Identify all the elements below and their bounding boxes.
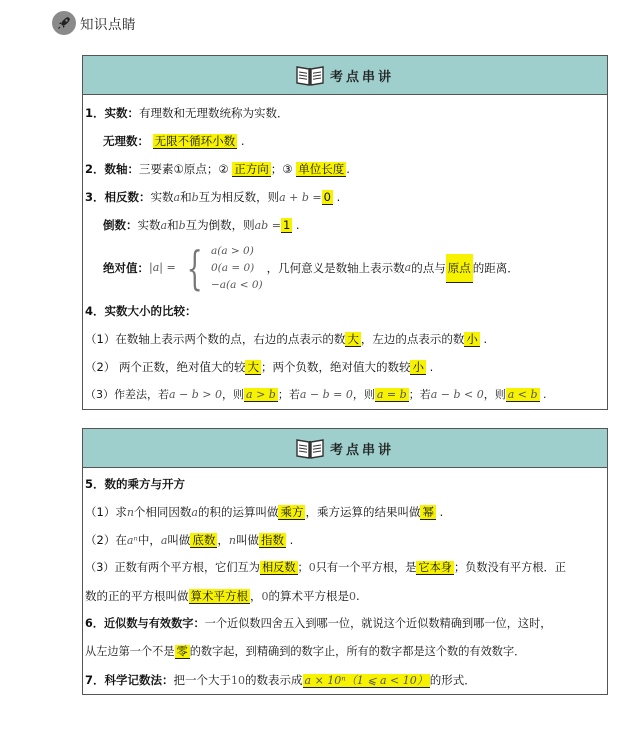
item-powers-1: （1）求n个相同因数a的积的运算叫做 乘方 ，乘方运算的结果叫做 幂 . xyxy=(85,505,444,519)
item-powers-heading: 5．数的乘方与开方 xyxy=(85,477,186,491)
item-opposite: 3．相反数：实数a和b互为相反数，则a + b = 0 . xyxy=(85,190,341,204)
answer-blank: a > b xyxy=(246,388,276,401)
item-scientific-notation: 7．科学记数法：把一个大于10的数表示成 a × 10ⁿ（1 ⩽ a < 10） 的形式． xyxy=(85,673,476,687)
rocket-icon xyxy=(52,11,76,35)
item-real-numbers: 1．实数：有理数和无理数统称为实数． xyxy=(85,106,289,120)
answer-blank: 正方向 xyxy=(234,162,269,176)
answer-blank: 小 xyxy=(466,332,478,346)
book-icon xyxy=(296,437,324,459)
answer-blank: 1 xyxy=(282,218,291,232)
answer-blank: 底数 xyxy=(192,533,216,547)
panel-header xyxy=(83,56,607,95)
section-header xyxy=(52,10,136,36)
item-powers-3: （3）正数有两个平方根，它们互为 相反数 ；0只有一个平方根，是 它本身 ；负数没有平方根．正 xyxy=(85,561,566,574)
piecewise-brace: { a(a > 0) 0(a = 0) −a(a < 0) xyxy=(186,241,263,295)
panel-title: 考点串讲 xyxy=(329,442,394,458)
answer-blank: a = b xyxy=(376,388,407,401)
item-approx: 6．近似数与有效数字：一个近似数四舍五入到哪一位，就说这个近似数精确到哪一位，这时， xyxy=(85,617,552,630)
header-title: 知识点睛 xyxy=(80,17,136,33)
answer-blank: 乘方 xyxy=(280,505,304,519)
item-compare-2: （2） 两个正数，绝对值大的较 大 ；两个负数，绝对值大的数较 小 . xyxy=(85,360,434,374)
item-approx-cont: 从左边第一个不是 零 的数字起，到精确到的数字止，所有的数字都是这个数的有效数字． xyxy=(85,645,526,658)
item-irrational: 无理数： 无限不循环小数 . xyxy=(103,134,245,148)
answer-blank: 幂 xyxy=(422,505,434,519)
answer-blank: 算术平方根 xyxy=(190,589,248,603)
item-absolute-value: 绝对值： |a| = { a(a > 0) 0(a = 0) −a(a < 0) ，几何意义是数轴上表示数 a 的点与 原点 的距离． xyxy=(103,241,519,295)
answer-blank: 小 xyxy=(412,360,424,374)
answer-blank: 无限不循环小数 xyxy=(154,134,236,148)
answer-blank: 大 xyxy=(347,332,359,346)
answer-blank: 相反数 xyxy=(261,561,296,574)
answer-blank: 指数 xyxy=(261,533,285,547)
item-compare-3: （3）作差法，若a − b > 0，则 a > b ；若a − b = 0，则 a = b ；若a − b < 0，则 a < b . xyxy=(85,388,547,401)
answer-blank: 零 xyxy=(176,645,188,658)
item-powers-2: （2）在aⁿ中，a叫做 底数 ，n叫做 指数 . xyxy=(85,533,294,547)
item-number-line: 2．数轴：三要素①原点；② 正方向 ；③ 单位长度 . xyxy=(85,162,350,176)
panel-key-points-2 xyxy=(82,428,608,695)
answer-blank: a × 10ⁿ（1 ⩽ a < 10） xyxy=(304,674,428,687)
panel-header xyxy=(83,429,607,468)
answer-blank: 单位长度 xyxy=(298,162,345,176)
answer-blank: a < b xyxy=(507,388,538,401)
answer-blank: 大 xyxy=(247,360,259,374)
book-icon xyxy=(296,64,324,86)
item-reciprocal: 倒数：实数a和b互为倒数，则ab = 1 . xyxy=(103,218,300,232)
answer-blank: 0 xyxy=(323,190,331,204)
item-compare-1: （1）在数轴上表示两个数的点，右边的点表示的数 大 ，左边的点表示的数 小 . xyxy=(85,332,488,346)
answer-blank: 原点 xyxy=(446,254,473,283)
panel-title: 考点串讲 xyxy=(329,69,394,85)
answer-blank: 它本身 xyxy=(418,561,452,574)
item-compare-heading: 4．实数大小的比较： xyxy=(85,304,197,318)
item-powers-3-cont: 数的正的平方根叫做 算术平方根 ，0的算术平方根是0. xyxy=(85,589,360,603)
panel-key-points-1 xyxy=(82,55,608,410)
